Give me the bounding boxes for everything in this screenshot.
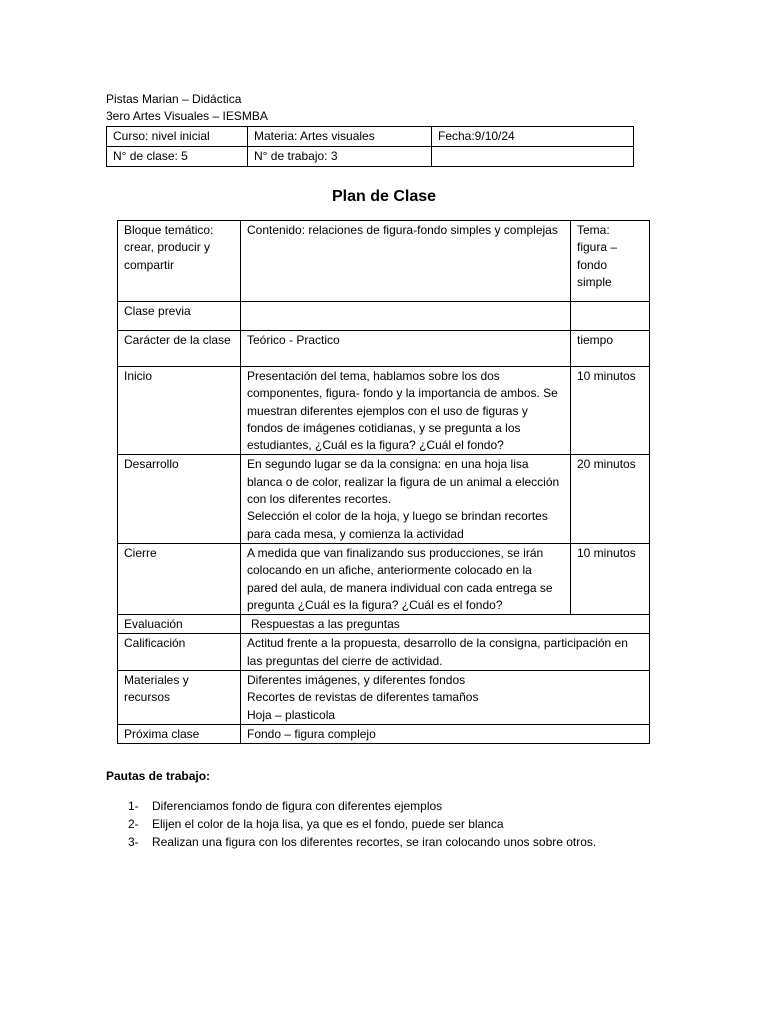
inicio-text: Presentación del tema, hablamos sobre los dos componentes, figura- fondo y la importancia de ambos. Se muestran diferentes ejemplos con el uso de figuras y fondos de imágenes cotidianas, y se pregunta a los estudiantes, ¿Cuál es la figura? ¿Cuál el fondo? — [241, 367, 571, 455]
calificacion-text: Actitud frente a la propuesta, desarrollo de la consigna, participación en las preguntas del cierre de actividad. — [241, 634, 650, 671]
list-text: Diferenciamos fondo de figura con diferentes ejemplos — [152, 799, 443, 813]
list-number: 2- — [128, 817, 139, 831]
plan-table — [117, 220, 650, 744]
desarrollo-text: En segundo lugar se da la consigna: en una hoja lisa blanca o de color, realizar la figura de un animal a elección con los diferentes recortes. Selección el color de la hoja, y luego se brindan recortes para cada mesa, y comienza la actividad — [241, 455, 571, 543]
clase-previa-label: Clase previa — [118, 302, 241, 331]
caracter-label: Carácter de la clase — [118, 331, 241, 367]
proxima-text: Fondo – figura complejo — [241, 724, 650, 743]
list-item — [106, 815, 596, 833]
table-row — [118, 221, 650, 302]
fecha-cell: Fecha:9/10/24 — [432, 127, 634, 147]
empty-cell — [432, 147, 634, 167]
header-author-line: Pistas Marian – Didáctica — [106, 92, 242, 106]
cierre-label: Cierre — [118, 543, 241, 614]
evaluacion-label: Evaluación — [118, 615, 241, 634]
materiales-label: Materiales y recursos — [118, 671, 241, 725]
desarrollo-time: 20 minutos — [571, 455, 650, 543]
info-row — [107, 147, 634, 167]
materia-cell: Materia: Artes visuales — [248, 127, 432, 147]
header-course-line: 3ero Artes Visuales – IESMBA — [106, 109, 268, 123]
inicio-time: 10 minutos — [571, 367, 650, 455]
clase-previa-time — [571, 302, 650, 331]
materiales-text: Diferentes imágenes, y diferentes fondos Recortes de revistas de diferentes tamaños Hoja – plasticola — [241, 671, 650, 725]
proxima-label: Próxima clase — [118, 724, 241, 743]
list-text: Elijen el color de la hoja lisa, ya que es el fondo, puede ser blanca — [152, 817, 504, 831]
table-row — [118, 331, 650, 367]
contenido-cell: Contenido: relaciones de figura-fondo simples y complejas — [241, 221, 571, 302]
table-row — [118, 724, 650, 743]
table-row — [118, 543, 650, 614]
list-item — [106, 833, 596, 851]
cierre-text: A medida que van finalizando sus producciones, se irán colocando en un afiche, anteriormente colocado en la pared del aula, de manera individual con cada entrega se pregunta ¿Cuál es la figura? ¿Cuál es el fondo? — [241, 543, 571, 614]
evaluacion-text: Respuestas a las preguntas — [241, 615, 650, 634]
tema-cell: Tema: figura – fondo simple — [571, 221, 650, 302]
list-text: Realizan una figura con los diferentes recortes, se iran colocando unos sobre otros. — [152, 835, 597, 849]
trabajo-number-cell: N° de trabajo: 3 — [248, 147, 432, 167]
info-table — [106, 126, 634, 167]
inicio-label: Inicio — [118, 367, 241, 455]
table-row — [118, 634, 650, 671]
caracter-value: Teórico - Practico — [241, 331, 571, 367]
pautas-heading: Pautas de trabajo: — [106, 769, 211, 783]
info-row — [107, 127, 634, 147]
table-row — [118, 302, 650, 331]
calificacion-label: Calificación — [118, 634, 241, 671]
clase-previa-value — [241, 302, 571, 331]
list-item — [106, 797, 596, 815]
table-row — [118, 367, 650, 455]
plan-title: Plan de Clase — [331, 188, 437, 205]
desarrollo-label: Desarrollo — [118, 455, 241, 543]
table-row — [118, 671, 650, 725]
cierre-time: 10 minutos — [571, 543, 650, 614]
list-number: 1- — [128, 799, 139, 813]
tiempo-label: tiempo — [571, 331, 650, 367]
table-row — [118, 455, 650, 543]
bloque-label: Bloque temático: crear, producir y compartir — [118, 221, 241, 302]
curso-cell: Curso: nivel inicial — [107, 127, 248, 147]
table-row — [118, 615, 650, 634]
pautas-list — [106, 797, 596, 851]
list-number: 3- — [128, 835, 139, 849]
clase-number-cell: N° de clase: 5 — [107, 147, 248, 167]
